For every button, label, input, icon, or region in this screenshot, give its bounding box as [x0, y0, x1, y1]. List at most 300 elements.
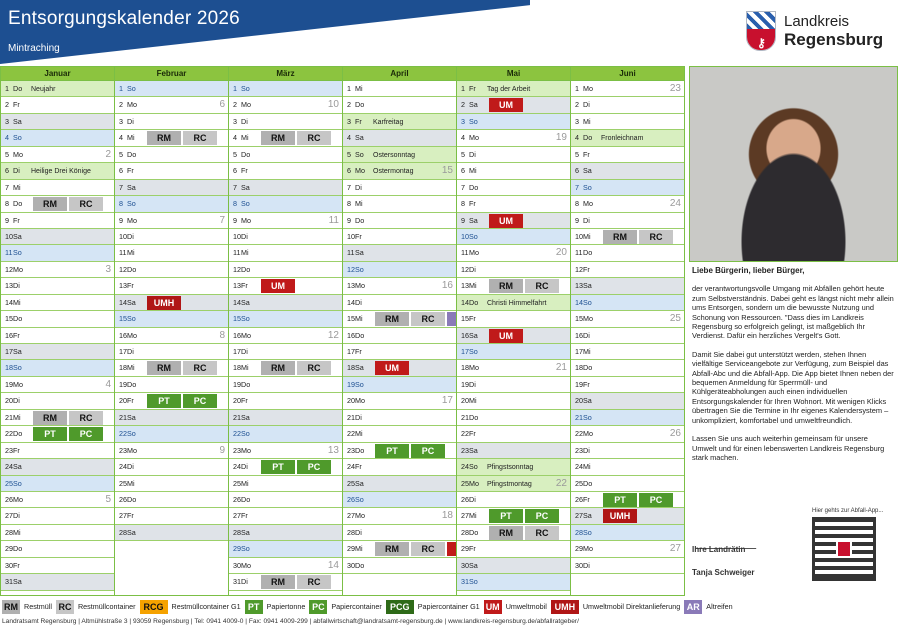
weekday: So: [583, 182, 592, 192]
day-number: 13: [119, 281, 127, 291]
weekday: Di: [241, 231, 248, 241]
day-number: 26: [5, 494, 13, 504]
day-number: 14: [575, 297, 583, 307]
weekday: Di: [583, 215, 590, 225]
day-row: [457, 278, 570, 294]
day-number: 17: [5, 347, 13, 356]
day-row: [1, 147, 114, 163]
weekday: Di: [241, 116, 248, 126]
day-number: 22: [575, 429, 583, 439]
pickup-badge-rm: RM: [375, 542, 409, 556]
pickup-badges: [147, 296, 183, 310]
weekday: Fr: [583, 494, 590, 504]
weekday: Mi: [13, 297, 21, 307]
weekday: Di: [13, 511, 20, 521]
day-number: 30: [461, 560, 469, 570]
day-number: 11: [347, 248, 355, 258]
weekday: So: [583, 297, 592, 307]
day-number: 1: [5, 84, 9, 93]
day-number: 22: [461, 429, 469, 439]
day-number: 25: [119, 478, 127, 488]
day-row: [1, 114, 114, 130]
pickup-badge-rc: RC: [183, 131, 217, 145]
weekday: Di: [13, 166, 20, 176]
day-row: [457, 147, 570, 163]
pickup-badge-rc: RC: [639, 230, 673, 244]
day-row: [229, 262, 342, 278]
legend-badge: PC: [309, 600, 327, 614]
letter-paragraph-2: Damit Sie dabei gut unterstützt werden, stehen Ihnen vielfältige Serviceangebote zur Verfügung, zum Beispiel das Abfall-Abc und die Abfall-App. Die App bietet Ihnen neben der bequemen Anmeldung für Sperrmüll- und Kühlgeräteabholungen auch einen individuellen Entsorgungskalender für Ihren Wohnort. Mit wenigen Klicks übertragen Sie die Termine in Ihr eigenes Kalendersystem – unkompliziert, komfortabel und umweltfreundlich.: [692, 349, 894, 425]
day-number: 14: [233, 297, 241, 307]
day-number: 18: [5, 363, 13, 373]
weekday: Mo: [13, 379, 23, 389]
day-row: [343, 410, 456, 426]
weekday: Mi: [355, 199, 363, 209]
weekday: Do: [127, 494, 137, 504]
day-row: [571, 558, 684, 574]
day-row: [229, 492, 342, 508]
week-number: 6: [219, 99, 225, 111]
day-number: 23: [347, 445, 355, 455]
day-row: [1, 213, 114, 229]
day-number: 14: [119, 297, 127, 307]
day-number: 7: [347, 182, 351, 192]
day-row: [571, 81, 684, 97]
day-number: 25: [575, 478, 583, 488]
day-number: 6: [461, 166, 465, 176]
pickup-badge-pc: PC: [69, 427, 103, 441]
day-number: 8: [5, 199, 9, 209]
day-number: 11: [233, 248, 241, 258]
day-row: [229, 525, 342, 541]
pickup-badges: [33, 427, 105, 441]
legend: [2, 600, 737, 614]
day-number: 4: [347, 133, 351, 143]
weekday: Sa: [355, 133, 364, 143]
day-row: [457, 393, 570, 409]
day-number: 12: [575, 264, 583, 274]
day-row: [115, 278, 228, 294]
week-number: 4: [105, 378, 111, 390]
weekday: Mo: [127, 330, 137, 340]
day-row: [457, 245, 570, 261]
day-number: 12: [347, 264, 355, 274]
week-number: 11: [328, 214, 339, 226]
day-number: 16: [347, 330, 355, 340]
day-row: [571, 443, 684, 459]
weekday: So: [13, 363, 22, 373]
day-row: [571, 213, 684, 229]
weekday: Mo: [13, 149, 23, 159]
pickup-badge-rc: RC: [525, 526, 559, 540]
weekday: Fr: [355, 116, 362, 126]
day-row: [1, 163, 114, 179]
day-number: 18: [119, 363, 127, 373]
day-number: 31: [233, 577, 241, 587]
day-row: [571, 328, 684, 344]
day-number: 15: [119, 314, 127, 324]
pickup-badges: [147, 361, 219, 375]
day-row: [115, 410, 228, 426]
day-number: 5: [5, 149, 9, 159]
weekday: So: [13, 133, 22, 143]
weekday: Fr: [13, 445, 20, 455]
day-number: 3: [5, 116, 9, 126]
weekday: Mo: [355, 166, 365, 176]
legend-item: [56, 600, 136, 614]
day-row: [115, 426, 228, 442]
day-row: [343, 262, 456, 278]
weekday: Di: [13, 281, 20, 291]
weekday: Sa: [13, 116, 22, 126]
pickup-badges: [261, 460, 333, 474]
holiday-name: Ostersonntag: [373, 151, 416, 159]
day-row: [571, 344, 684, 360]
day-number: 10: [461, 231, 469, 241]
day-row: [457, 410, 570, 426]
day-row: [343, 213, 456, 229]
day-row: [571, 278, 684, 294]
day-row: [457, 196, 570, 212]
day-row: [343, 114, 456, 130]
weekday: Do: [583, 248, 593, 258]
holiday-name: Karfreitag: [373, 118, 404, 126]
day-row: [457, 311, 570, 327]
holiday-name: Heilige Drei Könige: [31, 168, 91, 176]
day-row: [229, 213, 342, 229]
day-row: [229, 459, 342, 475]
weekday: So: [241, 429, 250, 439]
pickup-badges: [489, 214, 525, 228]
day-row: [343, 459, 456, 475]
day-row: [115, 476, 228, 492]
day-row: [1, 196, 114, 212]
day-row: [343, 443, 456, 459]
day-row: [343, 245, 456, 261]
weekday: Do: [355, 560, 365, 570]
weekday: Fr: [241, 511, 248, 521]
day-row: [229, 180, 342, 196]
legend-item: [484, 600, 547, 614]
day-number: 13: [347, 281, 355, 291]
day-number: 29: [575, 544, 583, 554]
day-row: [457, 525, 570, 541]
day-number: 18: [233, 363, 241, 373]
day-row: [1, 295, 114, 311]
weekday: Mo: [13, 264, 23, 274]
day-row: [571, 508, 684, 524]
weekday: Mi: [127, 363, 135, 373]
day-number: 17: [119, 347, 127, 356]
day-row: [229, 426, 342, 442]
weekday: Mo: [583, 199, 593, 209]
pickup-badges: [489, 279, 561, 293]
weekday: Fr: [241, 396, 248, 406]
day-number: 26: [119, 494, 127, 504]
weekday: So: [355, 494, 364, 504]
day-number: 9: [575, 215, 579, 225]
pickup-badge-rc: RC: [69, 197, 103, 211]
day-row: [1, 344, 114, 360]
day-row: [115, 443, 228, 459]
day-row: [1, 377, 114, 393]
day-row: [115, 311, 228, 327]
day-row: [343, 180, 456, 196]
day-row: [457, 229, 570, 245]
week-number: 10: [327, 99, 339, 111]
day-number: 19: [575, 379, 583, 389]
day-row: [571, 410, 684, 426]
day-row: [1, 410, 114, 426]
day-row: [571, 196, 684, 212]
day-row: [457, 328, 570, 344]
weekday: So: [469, 231, 478, 241]
pickup-badges: [375, 444, 447, 458]
weekday: Do: [127, 149, 137, 159]
day-row: [571, 492, 684, 508]
holiday-name: Ostermontag: [373, 168, 414, 176]
day-row: [457, 508, 570, 524]
day-row: [343, 541, 456, 557]
weekday: Fr: [127, 281, 134, 291]
weekday: Fr: [127, 396, 134, 406]
day-number: 27: [461, 511, 469, 521]
weekday: Di: [241, 462, 248, 472]
day-number: 24: [5, 462, 13, 472]
weekday: Do: [13, 429, 23, 439]
weekday: Mi: [583, 462, 591, 472]
day-number: 12: [233, 264, 241, 274]
day-row: [343, 147, 456, 163]
day-number: 5: [575, 149, 579, 159]
pickup-badge-rc: RC: [297, 575, 331, 589]
weekday: Sa: [13, 462, 22, 472]
week-number: 5: [105, 493, 111, 505]
pickup-badge-rc: RC: [69, 411, 103, 425]
pickup-badges: [33, 411, 105, 425]
day-number: 2: [575, 100, 579, 110]
day-number: 24: [461, 462, 469, 472]
day-number: 24: [575, 462, 583, 472]
day-number: 23: [461, 445, 469, 455]
day-number: 19: [233, 379, 241, 389]
day-number: 4: [233, 133, 237, 143]
weekday: Mo: [127, 215, 137, 225]
day-row: [115, 130, 228, 146]
day-row: [115, 114, 228, 130]
day-number: 29: [461, 544, 469, 554]
weekday: Mo: [583, 429, 593, 439]
day-number: 9: [233, 215, 237, 225]
weekday: Mo: [469, 363, 479, 373]
legend-label: Restmüll: [24, 602, 52, 611]
weekday: Di: [469, 264, 476, 274]
weekday: Di: [127, 347, 134, 356]
week-number: 8: [219, 329, 225, 341]
month-column: [115, 67, 229, 595]
day-number: 20: [5, 396, 13, 406]
weekday: So: [127, 314, 136, 324]
day-number: 31: [5, 577, 13, 587]
weekday: Do: [127, 264, 137, 274]
month-header: März: [229, 67, 342, 81]
weekday: Di: [583, 100, 590, 110]
weekday: Fr: [241, 281, 248, 291]
day-row: [229, 443, 342, 459]
logo-line-2: Regensburg: [784, 30, 884, 49]
day-row: [571, 295, 684, 311]
weekday: Sa: [241, 297, 250, 307]
pickup-badge-pc: PC: [183, 394, 217, 408]
day-number: 24: [233, 462, 241, 472]
day-row: [229, 229, 342, 245]
day-number: 24: [347, 462, 355, 472]
day-row: [457, 426, 570, 442]
weekday: Sa: [127, 412, 136, 422]
day-row: [457, 130, 570, 146]
week-number: 15: [441, 165, 453, 177]
day-number: 3: [233, 116, 237, 126]
weekday: Fr: [355, 347, 362, 356]
weekday: Mi: [355, 314, 363, 324]
qr-crest-icon: [836, 540, 852, 558]
day-row: [115, 328, 228, 344]
legend-badge: PCG: [386, 600, 414, 614]
weekday: Fr: [469, 84, 476, 93]
day-number: 29: [5, 544, 13, 554]
day-row: [229, 360, 342, 376]
day-row: [115, 163, 228, 179]
pickup-badges: [489, 509, 561, 523]
weekday: Sa: [583, 396, 592, 406]
day-number: 3: [575, 116, 579, 126]
day-number: 22: [119, 429, 127, 439]
weekday: Fr: [583, 264, 590, 274]
pickup-badge-umh: UMH: [147, 296, 181, 310]
day-row: [229, 130, 342, 146]
pickup-badge-rm: RM: [375, 312, 409, 326]
day-number: 26: [461, 494, 469, 504]
day-number: 22: [347, 429, 355, 439]
month-header: Februar: [115, 67, 228, 81]
day-row: [457, 558, 570, 574]
day-number: 13: [575, 281, 583, 291]
day-row: [571, 163, 684, 179]
day-number: 10: [233, 231, 241, 241]
weekday: So: [127, 84, 136, 93]
day-row: [343, 295, 456, 311]
pickup-badge-um: UM: [261, 279, 295, 293]
month-column: [457, 67, 571, 595]
weekday: Mo: [355, 281, 365, 291]
day-number: 26: [347, 494, 355, 504]
day-number: 30: [5, 560, 13, 570]
weekday: Di: [469, 494, 476, 504]
day-number: 8: [347, 199, 351, 209]
weekday: Di: [583, 445, 590, 455]
day-number: 20: [119, 396, 127, 406]
week-number: 22: [555, 477, 567, 489]
weekday: Fr: [241, 166, 248, 176]
day-number: 1: [119, 84, 123, 93]
pickup-badge-rm: RM: [33, 411, 67, 425]
day-number: 27: [119, 511, 127, 521]
day-row: [115, 81, 228, 97]
month-header: April: [343, 67, 456, 81]
day-number: 14: [461, 297, 469, 307]
day-number: 10: [347, 231, 355, 241]
pickup-badge-rc: RC: [297, 361, 331, 375]
holiday-name: Pfingstsonntag: [487, 464, 534, 472]
day-number: 1: [347, 84, 351, 93]
week-number: 16: [441, 280, 453, 292]
weekday: Mi: [469, 511, 477, 521]
day-number: 17: [575, 347, 583, 356]
weekday: Do: [13, 84, 23, 93]
weekday: Sa: [127, 527, 136, 537]
day-row: [115, 213, 228, 229]
day-row: [457, 97, 570, 113]
day-number: 15: [5, 314, 13, 324]
day-row: [115, 262, 228, 278]
day-row: [1, 476, 114, 492]
day-row: [1, 81, 114, 97]
day-row: [115, 393, 228, 409]
weekday: Sa: [241, 527, 250, 537]
weekday: Mo: [127, 100, 137, 110]
day-number: 16: [233, 330, 241, 340]
day-number: 4: [119, 133, 123, 143]
day-number: 15: [347, 314, 355, 324]
day-number: 6: [233, 166, 237, 176]
day-row: [1, 558, 114, 574]
pickup-badge-pc: PC: [639, 493, 673, 507]
day-row: [571, 114, 684, 130]
day-row: [571, 311, 684, 327]
day-row: [229, 574, 342, 590]
day-row: [1, 328, 114, 344]
weekday: Do: [355, 445, 365, 455]
pickup-badges: [261, 279, 297, 293]
day-number: 28: [119, 527, 127, 537]
day-row: [115, 525, 228, 541]
month-header: Mai: [457, 67, 570, 81]
day-row: [343, 492, 456, 508]
day-row: [457, 541, 570, 557]
day-row: [115, 459, 228, 475]
day-number: 19: [461, 379, 469, 389]
weekday: Di: [355, 297, 362, 307]
calendar-grid: [0, 66, 685, 596]
day-row: [571, 130, 684, 146]
weekday: Sa: [13, 347, 22, 356]
month-header: Juni: [571, 67, 684, 81]
weekday: Do: [469, 182, 479, 192]
day-row: [229, 278, 342, 294]
day-row: [571, 229, 684, 245]
pickup-badge-rm: RM: [147, 361, 181, 375]
pickup-badges: [147, 394, 219, 408]
day-number: 21: [5, 412, 13, 422]
day-number: 13: [461, 281, 469, 291]
weekday: Do: [469, 412, 479, 422]
legend-label: Restmüllcontainer: [77, 602, 136, 611]
weekday: Fr: [127, 166, 134, 176]
day-row: [1, 262, 114, 278]
weekday: Mi: [469, 396, 477, 406]
day-row: [115, 196, 228, 212]
day-row: [343, 196, 456, 212]
